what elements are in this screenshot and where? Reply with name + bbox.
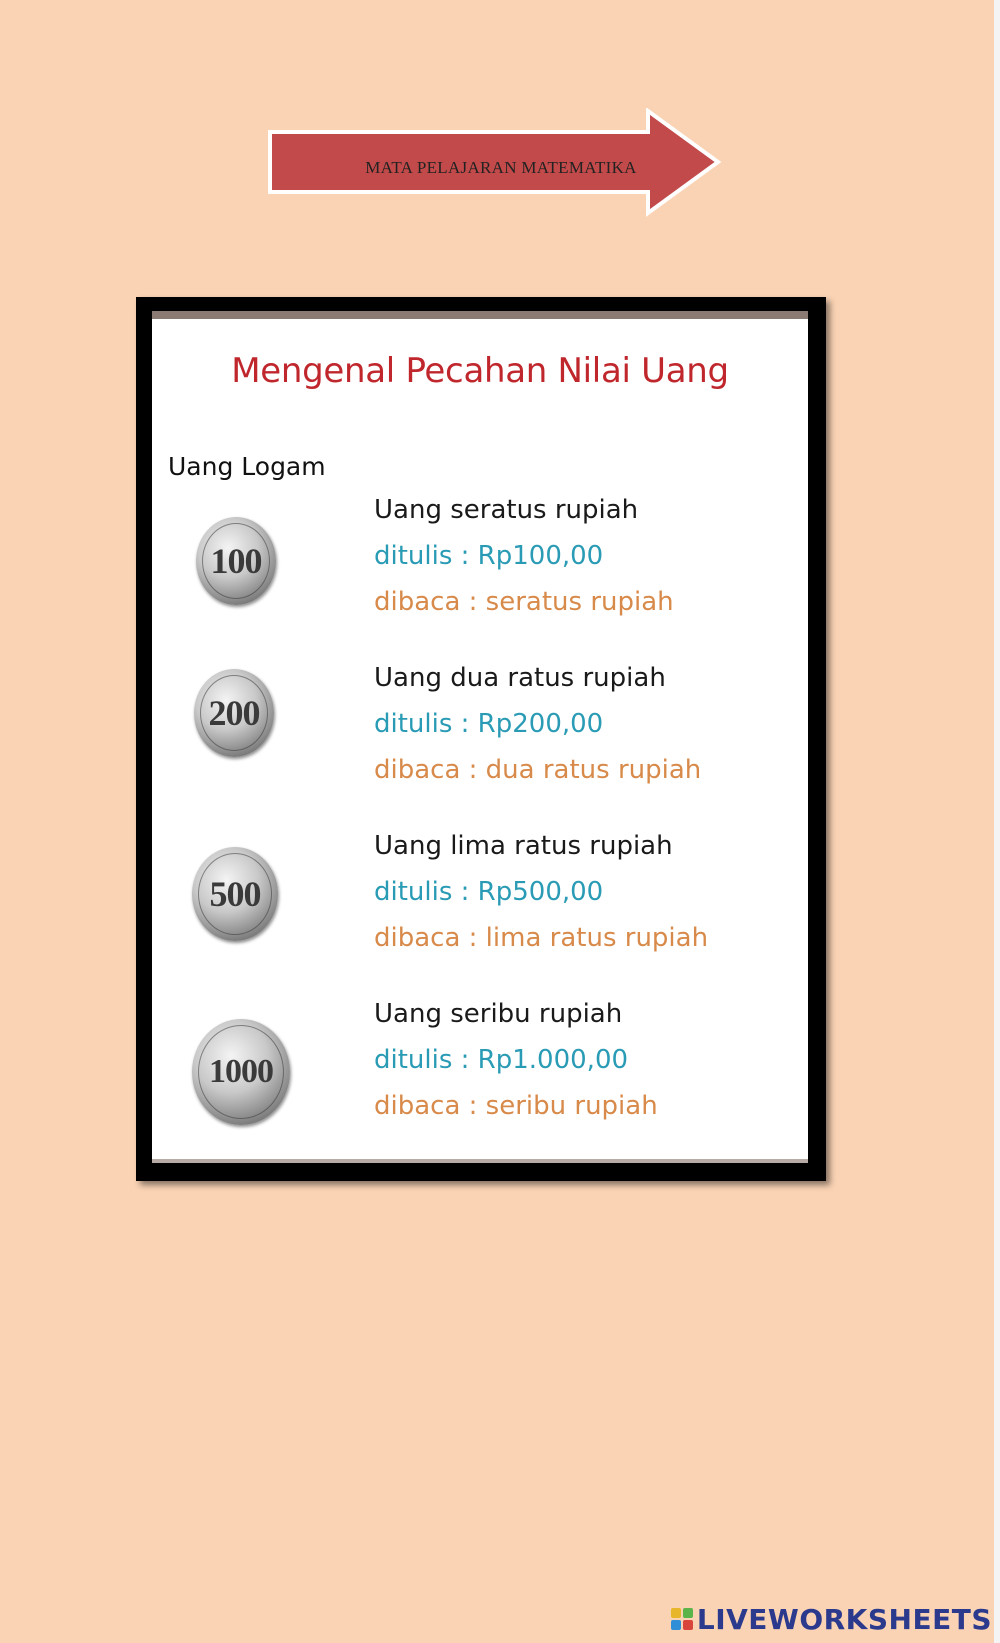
row-text: [374, 823, 708, 961]
row-text: [374, 487, 674, 625]
coin-read: dibaca : seribu rupiah: [374, 1091, 658, 1121]
row-text: [374, 991, 658, 1129]
coin-read: dibaca : lima ratus rupiah: [374, 923, 709, 953]
section-label: Uang Logam: [168, 452, 326, 481]
coin-read: dibaca : seratus rupiah: [374, 587, 674, 617]
page-edge: [994, 0, 1000, 1643]
coin-1000-icon: [192, 1019, 290, 1125]
coin-row-200: [152, 659, 808, 819]
liveworksheets-logo[interactable]: [671, 1603, 992, 1635]
card-title: Mengenal Pecahan Nilai Uang: [231, 351, 729, 391]
coin-read: dibaca : dua ratus rupiah: [374, 755, 702, 785]
coin-value: 200: [208, 693, 260, 733]
coin-500-icon: [192, 847, 278, 941]
coin-value: 100: [210, 541, 262, 581]
coin-row-500: [152, 827, 808, 987]
coin-name: Uang lima ratus rupiah: [374, 831, 673, 861]
coin-100-icon: [196, 517, 276, 605]
coin-200-icon: [194, 669, 274, 757]
lesson-card: [136, 297, 826, 1181]
coin-written: ditulis : Rp200,00: [374, 709, 604, 739]
coin-row-1000: [152, 995, 808, 1155]
row-text: [374, 655, 701, 793]
logo-text: LIVEWORKSHEETS: [696, 1602, 992, 1636]
coin-name: Uang seratus rupiah: [374, 495, 639, 525]
coin-written: ditulis : Rp100,00: [374, 541, 604, 571]
subject-label: MATA PELAJARAN MATEMATIKA: [365, 158, 637, 177]
coin-value: 1000: [209, 1053, 273, 1090]
subject-banner-arrow: [266, 108, 726, 224]
logo-icon: [671, 1608, 693, 1630]
coin-name: Uang seribu rupiah: [374, 999, 623, 1029]
coin-written: ditulis : Rp500,00: [374, 877, 604, 907]
coin-value: 500: [209, 874, 261, 914]
lesson-card-content: [152, 311, 808, 1163]
coin-written: ditulis : Rp1.000,00: [374, 1045, 629, 1075]
coin-name: Uang dua ratus rupiah: [374, 663, 666, 693]
coin-row-100: [152, 491, 808, 651]
